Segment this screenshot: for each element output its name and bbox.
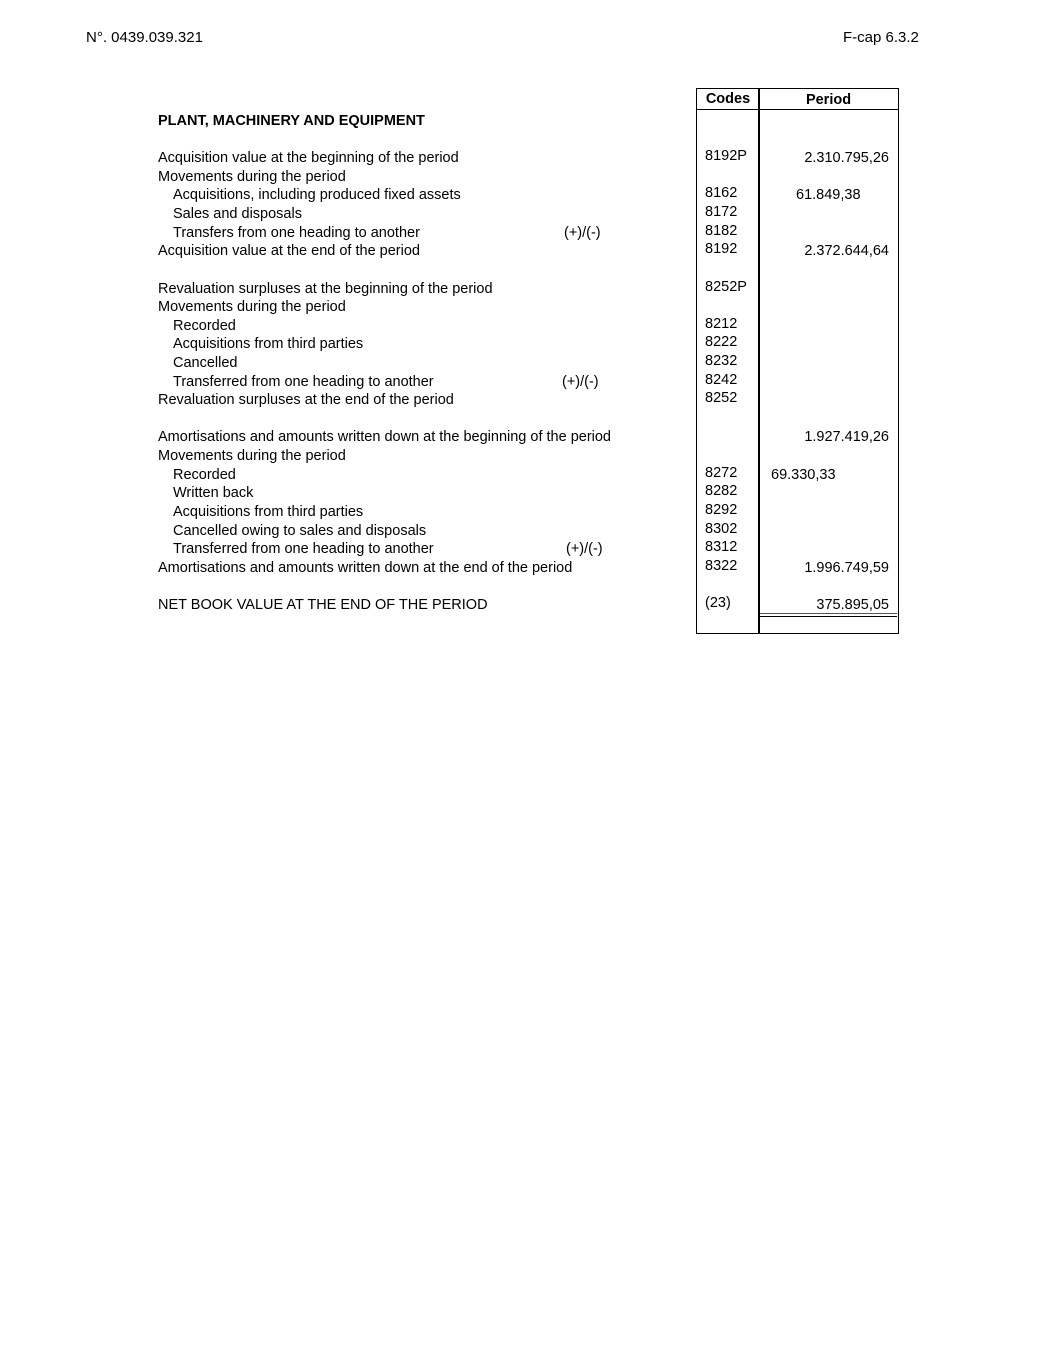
- row-label: Acquisition value at the end of the period: [158, 243, 420, 259]
- codes-column-header: Codes: [705, 91, 751, 107]
- row-label: Amortisations and amounts written down at the end of the period: [158, 560, 573, 576]
- table-row: [0, 429, 1055, 448]
- table-row: [0, 374, 1055, 393]
- table-row: [0, 523, 1055, 542]
- row-code: 8212: [705, 316, 738, 332]
- row-value: 2.310.795,26: [804, 150, 889, 166]
- table-row-total: [0, 597, 1055, 616]
- row-code: 8232: [705, 353, 738, 369]
- row-code: 8162: [705, 185, 738, 201]
- table-row: [0, 299, 1055, 318]
- table-row: [0, 225, 1055, 244]
- row-label: Transfers from one heading to another: [173, 225, 420, 241]
- row-sign: (+)/(-): [564, 225, 601, 241]
- row-label: Recorded: [173, 467, 236, 483]
- header-divider: [696, 109, 899, 110]
- row-sign: (+)/(-): [566, 541, 603, 557]
- row-label: Cancelled: [173, 355, 238, 371]
- row-label: Acquisitions, including produced fixed assets: [173, 187, 461, 203]
- row-label: Written back: [173, 485, 254, 501]
- table-row: [0, 504, 1055, 523]
- row-label: Cancelled owing to sales and disposals: [173, 523, 427, 539]
- table-row: [0, 392, 1055, 411]
- row-code: 8282: [705, 483, 738, 499]
- row-code: 8252: [705, 390, 738, 406]
- row-value: 61.849,38: [796, 187, 861, 203]
- row-label: Recorded: [173, 318, 236, 334]
- row-value: 1.996.749,59: [804, 560, 889, 576]
- row-label: Acquisition value at the beginning of the period: [158, 150, 459, 166]
- section-title: PLANT, MACHINERY AND EQUIPMENT: [158, 113, 425, 129]
- row-label: Movements during the period: [158, 448, 346, 464]
- row-code: 8192P: [705, 148, 747, 164]
- row-code: 8242: [705, 372, 738, 388]
- table-row: [0, 318, 1055, 337]
- row-label: Revaluation surpluses at the end of the period: [158, 392, 454, 408]
- row-label: Amortisations and amounts written down at the beginning of the period: [158, 429, 611, 445]
- row-code: 8302: [705, 521, 738, 537]
- row-code: 8192: [705, 241, 738, 257]
- row-sign: (+)/(-): [562, 374, 599, 390]
- row-code: 8312: [705, 539, 738, 555]
- row-code: 8272: [705, 465, 738, 481]
- table-row: [0, 560, 1055, 579]
- table-row: [0, 485, 1055, 504]
- row-code: 8172: [705, 204, 738, 220]
- row-label: Acquisitions from third parties: [173, 504, 364, 520]
- row-value: 2.372.644,64: [804, 243, 889, 259]
- table-row: [0, 541, 1055, 560]
- table-row: [0, 169, 1055, 188]
- row-code: 8222: [705, 334, 738, 350]
- row-label: Movements during the period: [158, 299, 346, 315]
- period-column-header: Period: [805, 92, 852, 108]
- row-label: Transferred from one heading to another: [173, 374, 434, 390]
- total-rule-bottom: [760, 616, 897, 617]
- table-row: [0, 355, 1055, 374]
- document-number: N°. 0439.039.321: [86, 29, 203, 46]
- table-row: [0, 187, 1055, 206]
- row-code: 8182: [705, 223, 738, 239]
- row-label: Transferred from one heading to another: [173, 541, 434, 557]
- row-value: 1.927.419,26: [804, 429, 889, 445]
- table-row: [0, 150, 1055, 169]
- row-code: (23): [705, 595, 731, 611]
- row-code: 8292: [705, 502, 738, 518]
- row-code: 8252P: [705, 279, 747, 295]
- table-row: [0, 336, 1055, 355]
- table-row: [0, 281, 1055, 300]
- row-value: 375.895,05: [816, 597, 889, 613]
- row-label: Acquisitions from third parties: [173, 336, 364, 352]
- row-value: 69.330,33: [771, 467, 836, 483]
- row-label: NET BOOK VALUE AT THE END OF THE PERIOD: [158, 597, 488, 613]
- row-label: Movements during the period: [158, 169, 346, 185]
- row-label: Sales and disposals: [173, 206, 302, 222]
- row-code: 8322: [705, 558, 738, 574]
- form-code: F-cap 6.3.2: [843, 29, 919, 46]
- table-row: [0, 206, 1055, 225]
- table-row: [0, 243, 1055, 262]
- row-label: Revaluation surpluses at the beginning of the period: [158, 281, 493, 297]
- table-row: [0, 448, 1055, 467]
- table-row: [0, 467, 1055, 486]
